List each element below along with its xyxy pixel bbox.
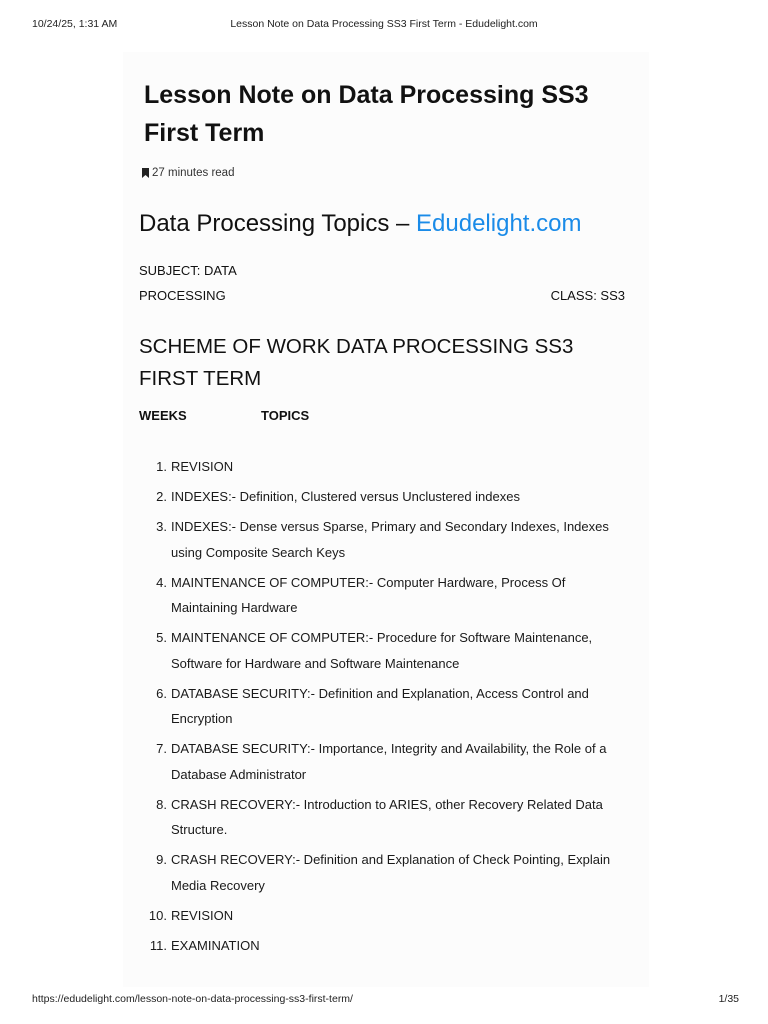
list-item-text: REVISION [171,459,234,474]
topics-column-header: TOPICS [261,408,310,423]
article-title: Lesson Note on Data Processing SS3 First Term [144,81,589,147]
list-item-number: 5. [156,630,167,645]
list-item-number: 8. [156,796,167,812]
section-heading-text: Data Processing Topics – [139,210,417,237]
list-item-number: 1. [156,459,167,474]
page-url: https://edudelight.com/lesson-note-on-data-processing-ss3-first-term/ [32,993,353,1005]
list-item-number: 4. [156,574,167,590]
list-item [139,454,635,480]
list-item [139,736,635,787]
subject-label-line1: SUBJECT: DATA [139,263,237,278]
list-item [139,514,635,565]
page-number: 1/35 [718,993,739,1005]
list-item-number: 2. [156,489,167,504]
list-item [139,681,635,732]
list-item-text: MAINTENANCE OF COMPUTER:- Procedure for Software Maintenance, Software for Hardware and Software Maintenance [171,630,593,671]
list-item [139,570,635,621]
list-item [139,625,635,676]
list-item-text: INDEXES:- Definition, Clustered versus Unclustered indexes [171,489,520,504]
list-item-number: 10. [148,907,167,923]
list-item-text: DATABASE SECURITY:- Definition and Explanation, Access Control and Encryption [171,685,589,726]
subject-label-line2: PROCESSING [139,288,226,303]
list-item [139,847,635,898]
print-footer [0,993,768,1009]
edudelight-link[interactable]: Edudelight.com [416,210,582,237]
list-item [139,903,635,929]
subject-class-row [139,258,625,308]
list-item-number: 3. [156,519,167,534]
list-item-text: CRASH RECOVERY:- Introduction to ARIES, other Recovery Related Data Structure. [171,796,603,837]
print-doc-title: Lesson Note on Data Processing SS3 First Term - Edudelight.com [230,18,538,30]
class-label: CLASS: SS3 [550,288,625,303]
list-item-text: DATABASE SECURITY:- Importance, Integrity and Availability, the Role of a Database Administrator [171,741,607,782]
article-card [123,52,649,987]
list-item-number: 6. [156,685,167,701]
list-item-text: MAINTENANCE OF COMPUTER:- Computer Hardware, Process Of Maintaining Hardware [171,574,566,615]
weeks-column-header: WEEKS [139,408,187,423]
list-item-number: 11. [149,937,167,953]
topics-list [139,454,635,963]
list-item-text: INDEXES:- Dense versus Sparse, Primary and Secondary Indexes, Indexes using Composite Search Keys [171,519,609,560]
list-item-number: 9. [156,852,167,867]
read-time-meta [142,167,234,179]
list-item-text: CRASH RECOVERY:- Definition and Explanation of Check Pointing, Explain Media Recovery [171,852,611,893]
list-item-text: EXAMINATION [171,937,260,953]
section-heading [139,208,637,240]
scheme-heading: SCHEME OF WORK DATA PROCESSING SS3 FIRST TERM [139,335,574,390]
read-time: 27 minutes read [152,167,235,179]
list-item-text: REVISION [171,907,234,923]
list-item [139,792,635,843]
bookmark-icon [142,168,149,178]
list-item [139,933,635,959]
print-header [0,18,768,34]
list-item-number: 7. [156,741,167,756]
list-item [139,484,635,510]
print-date: 10/24/25, 1:31 AM [32,18,118,30]
